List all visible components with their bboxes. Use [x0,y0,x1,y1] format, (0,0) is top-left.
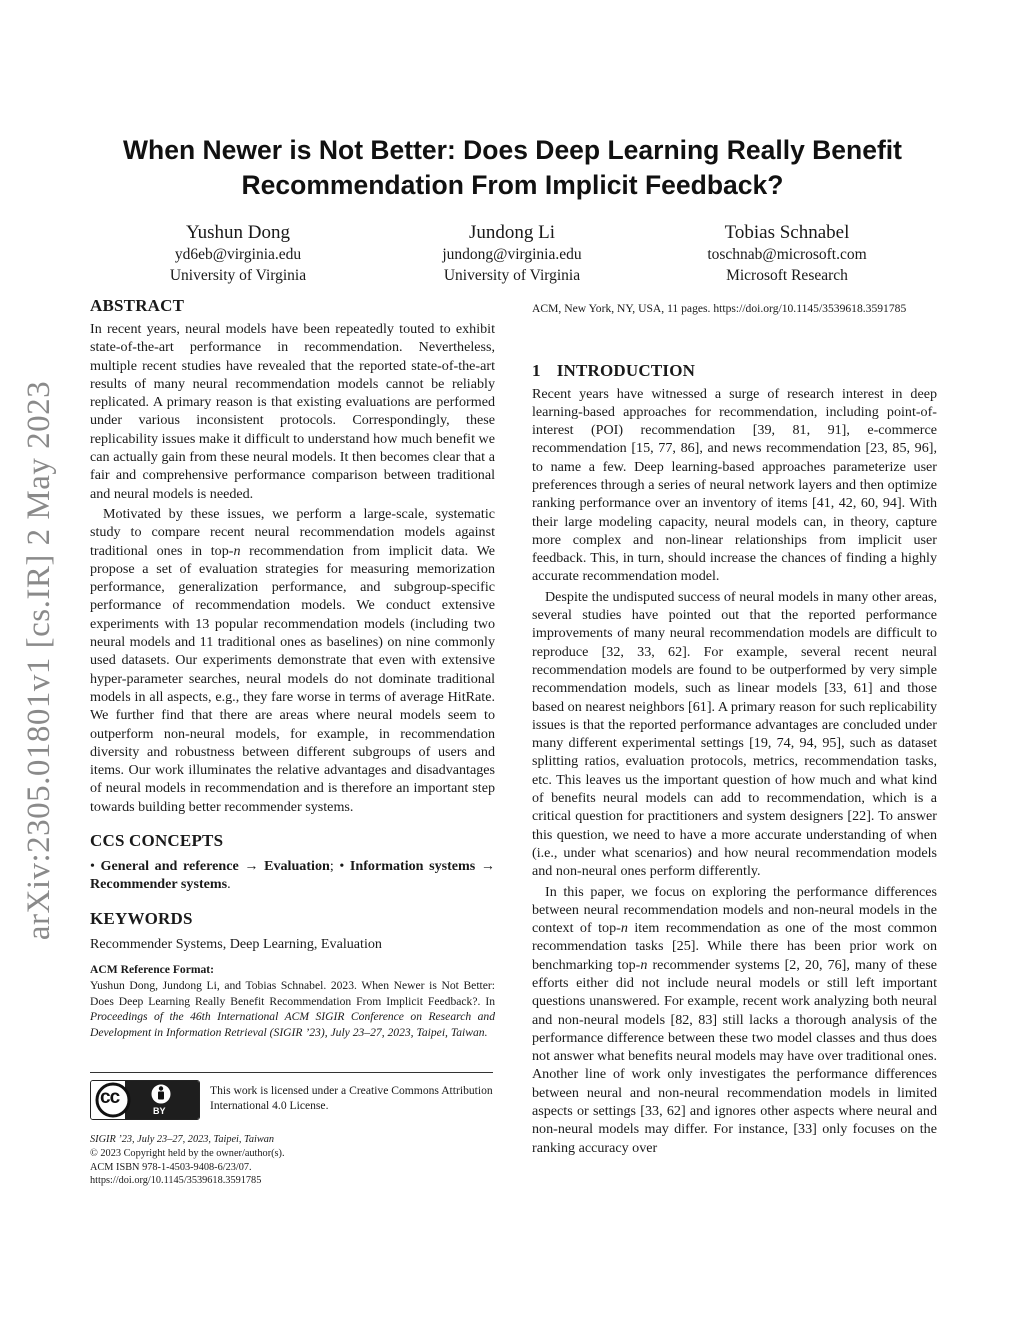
abstract-paragraph-1: In recent years, neural models have been repeatedly touted to exhibit state-of-the-art performance in recommendation. Nevertheless, multiple recent studies have revealed that the reported state-of-the-art results of many neural recommendation models cannot be reliably replicated. A primary reason is that existing evaluations are performed under various inconsistent protocols. Correspondingly, these replicability issues make it difficult to understand how much benefit we can actually gain from these neural models. It then becomes clear that a fair and comprehensive performance comparison between traditional and neural models is needed. [90,321,495,502]
abstract-paragraph-2: Motivated by these issues, we perform a large-scale, systematic study to compare recent neural recommendation models against traditional ones in top-n recommendation from implicit data. We propose a set of evaluation strategies for measuring memorization performance, generalization performance, and subgroup-specific performance of recommendation models. We conduct extensive experiments with 13 popular recommendation models (including two neural models and 11 traditional ones as baselines) on nine commonly used datasets. Our experiments demonstrate that even with extensive hyper-parameter searches, neural models do not dominate traditional models in all aspects, e.g., they fare worse in terms of average HitRate. We further find that there are areas where neural models seem to outperform non-neural models, for example, in recommendation diversity and robustness between different subgroups of users and items. Our work illuminates the relative advantages and disadvantages of neural models in recommendation and is therefore an important step towards building better recommender systems. [90,505,495,815]
footer-isbn: ACM ISBN 978-1-4503-9408-6/23/07. [90,1161,252,1173]
arxiv-stamp [14,365,66,955]
license-divider [90,1072,493,1073]
intro-paragraph-2: Despite the undisputed success of neural models in many other areas, several studies have pointed out that the reported performance improvements of many neural recommendation models are difficult to reproduce [32, 33, 62]. For example, several recent neural recommendation models are found to be outperformed by very simple recommendation models, such as linear models [33, 61] and those based on nearest neighbors [61]. A primary reason for such replicability issues is that the reported performance advantages are concluded under many different experimental settings [19, 74, 94, 95], such as dataset splitting ratios, evaluation protocols, metrics, recommendation tasks, etc. This leaves us the important question of how much and what kind of benefits neural models can add to recommendation, which is a critical question for practitioners and system designers [22]. To answer this question, we need to have a more accurate understanding of when (i.e., under what scenarios) and how neural recommendation models and non-neural ones perform differently. [532,588,937,880]
by-label: BY [153,1106,166,1116]
intro-paragraph-3: In this paper, we focus on exploring the performance differences between neural recommendation models and non-neural models in the context of top-n item recommendation as one of the most common recommendation tasks [25]. While there has been prior work on benchmarking top-n recommender systems [2, 20, 76], many of these efforts either did not include neural models or still left important questions unanswered. For example, recent work analyzing both neural and non-neural models [82, 83] still lacks a thorough analysis of the performance difference between these two model classes and thus does not answer what benefits neural models may have over traditional ones. Another line of work only investigates the performance differences between neural and non-neural recommendation models in limited aspects or settings [33, 62] and ignores other aspects where neural and non-neural models may differ. For instance, [33] only focuses on the ranking accuracy over [532,883,937,1156]
author-email[interactable]: toschnab@microsoft.com [707,246,867,263]
keywords-heading: KEYWORDS [90,908,193,928]
reference-format-continued: ACM, New York, NY, USA, 11 pages. https://doi.org/10.1145/3539618.3591785 [532,302,907,315]
ccs-concepts: • General and reference → Evaluation; • Information systems → Recommender systems. [90,858,495,893]
right-column [532,301,937,1157]
section-title: INTRODUCTION [556,360,696,380]
abstract-heading: ABSTRACT [90,296,185,315]
author-affiliation: University of Virginia [443,266,581,284]
intro-paragraph-1: Recent years have witnessed a surge of research interest in deep learning-based approaches for recommendation, including point-of-interest (POI) recommendation [39, 81, 91], e-commerce recommendation [15, 77, 86], and news recommendation [23, 85, 96], to name a few. Deep learning-based approaches parameterize user preferences through a series of neural network layers and then optimize ranking performance over an inventory of items [41, 42, 60, 94]. With their large modeling capacity, neural models can, in theory, capture more complex and non-linear relationships from implicit user feedback. This, in turn, should increase the chances of finding a highly accurate recommendation model. [532,385,937,585]
license-text: This work is licensed under a Creative Commons Attribution International 4.0 License. [210,1084,493,1112]
footer-copyright: © 2023 Copyright held by the owner/author(s). [90,1147,285,1159]
author-email[interactable]: yd6eb@virginia.edu [174,246,302,263]
author-affiliation: University of Virginia [169,266,307,284]
ccs-heading: CCS CONCEPTS [90,831,224,851]
cc-by-badge [90,1080,200,1120]
paper-title: When Newer is Not Better: Does Deep Learning Really Benefit Recommendation From Implicit Feedback? [123,135,902,200]
author-block [382,221,642,286]
introduction-heading [532,361,937,381]
author-block [657,221,917,286]
author-name: Jundong Li [468,222,556,243]
author-name: Tobias Schnabel [724,222,850,243]
keywords-text: Recommender Systems, Deep Learning, Evaluation [90,935,382,952]
author-email[interactable]: jundong@virginia.edu [442,246,582,263]
author-block [108,221,368,286]
footer-venue: SIGIR ’23, July 23–27, 2023, Taipei, Taiwan [90,1134,275,1145]
left-column [90,296,495,1040]
author-affiliation: Microsoft Research [726,266,848,284]
reference-format-heading: ACM Reference Format: [90,962,215,976]
author-name: Yushun Dong [186,222,290,243]
footer-info [90,1133,495,1188]
reference-format-text: Yushun Dong, Jundong Li, and Tobias Schnabel. 2023. When Newer is Not Better: Does Deep Learning Really Benefit Recommendation From Implicit Feedback?. In Proceedings of the 46th International ACM SIGIR Conference on Research and Development in Information Retrieval (SIGIR ’23), July 23–27, 2023, Taipei, Taiwan. [90,979,495,1039]
section-number: 1 [532,360,541,380]
footer-doi[interactable]: https://doi.org/10.1145/3539618.3591785 [90,1175,262,1187]
arxiv-stamp-text: arXiv:2305.01801v1 [cs.IR] 2 May 2023 [21,380,58,940]
cc-label: cc [100,1087,120,1108]
